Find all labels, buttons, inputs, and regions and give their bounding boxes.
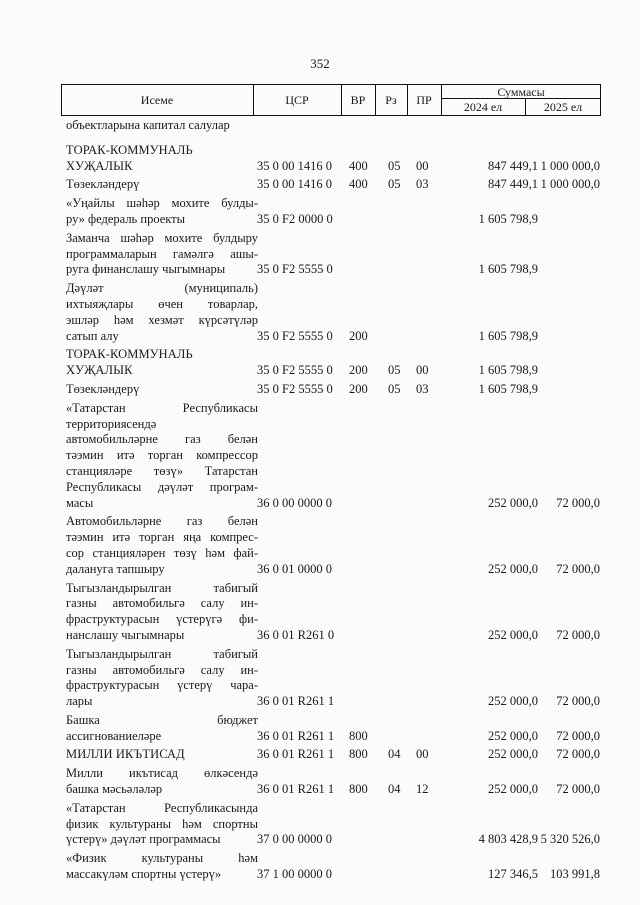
row-name-line: Тыгызландырылган табигый (66, 580, 258, 595)
row-csr: 37 1 00 0000 0 (257, 867, 332, 882)
row-rz: 05 (388, 381, 401, 396)
table-row (66, 118, 606, 134)
table-row (66, 281, 606, 344)
row-name-line: масы (66, 495, 94, 510)
row-name-line: Төзекләндерү (66, 177, 140, 192)
row-sum-2024: 252 000,0 (488, 561, 538, 576)
row-sum-2024: 4 803 428,9 (478, 832, 538, 847)
table-row (66, 713, 606, 745)
table-row (66, 766, 606, 798)
row-name-line: лары (66, 694, 93, 709)
row-name-line: сор станцияләрен төзү һәм фай- (66, 545, 258, 560)
row-vr: 200 (349, 328, 368, 343)
header-2025: 2025 ел (543, 100, 583, 114)
row-csr: 37 0 00 0000 0 (257, 832, 332, 847)
row-name-line: Тыгызландырылган табигый (66, 646, 258, 661)
table-row (66, 347, 606, 379)
budget-rows (66, 118, 606, 883)
row-csr: 36 0 01 R261 0 (257, 627, 335, 642)
table-row (66, 747, 606, 763)
row-sum-2024: 1 605 798,9 (478, 328, 538, 343)
table-row (66, 177, 606, 193)
row-name-line: программаларын гамәлгә ашы- (66, 246, 258, 261)
row-csr: 35 0 F2 5555 0 (257, 363, 333, 378)
row-name-line: ТОРАК-КОММУНАЛЬ (66, 347, 193, 362)
row-name-line: станцияләре төзү» Татарстан (66, 463, 258, 478)
row-name-line: сатып алу (66, 328, 119, 343)
row-rz: 04 (388, 747, 401, 762)
row-sum-2025: 72 000,0 (556, 728, 600, 743)
row-name-line: ассигнованиеләре (66, 728, 162, 743)
table-row (66, 647, 606, 710)
row-name-line: автомобильләрне газ белән (66, 432, 258, 447)
row-rz: 04 (388, 782, 401, 797)
row-name-line: «Татарстан Республикасы (66, 400, 258, 415)
row-csr: 36 0 01 R261 1 (257, 728, 335, 743)
row-rz: 05 (388, 177, 401, 192)
header-pr: ПР (416, 93, 432, 107)
row-name-line: ихтыяҗлары өчен товарлар, (66, 296, 258, 311)
row-sum-2025: 1 000 000,0 (540, 177, 600, 192)
row-name (66, 177, 258, 193)
row-pr: 12 (416, 782, 429, 797)
row-sum-2025: 103 991,8 (550, 867, 600, 882)
row-sum-2024: 252 000,0 (488, 627, 538, 642)
row-vr: 800 (349, 728, 368, 743)
row-sum-2024: 127 346,5 (488, 867, 538, 882)
row-pr: 00 (416, 747, 429, 762)
row-name-line: газны автомобильгә салу ин- (66, 662, 258, 677)
row-name-line: Дәүләт (муниципаль) (66, 281, 258, 296)
row-csr: 35 0 00 1416 0 (257, 158, 332, 173)
header-bottom-border (61, 115, 601, 116)
row-rz: 05 (388, 158, 401, 173)
row-csr: 36 0 00 0000 0 (257, 495, 332, 510)
row-pr: 00 (416, 363, 429, 378)
row-sum-2025: 5 320 526,0 (540, 832, 600, 847)
row-name-line: «Татарстан Республикасында (66, 800, 258, 815)
header-rz: Рз (385, 93, 397, 107)
row-name-line: физик культураны һәм спортны (66, 816, 258, 831)
row-name (66, 647, 258, 710)
row-name-line: фраструктурасын үстерүгә фи- (66, 612, 258, 627)
row-csr: 35 0 F2 0000 0 (257, 211, 333, 226)
table-row (66, 851, 606, 883)
row-name (66, 382, 258, 398)
row-name (66, 281, 258, 344)
row-sum-2024: 1 605 798,9 (478, 262, 538, 277)
table-row (66, 382, 606, 398)
row-name-line: Республикасы дәүләт програм- (66, 479, 258, 494)
row-name (66, 347, 258, 379)
row-csr: 36 0 01 R261 1 (257, 782, 335, 797)
row-sum-2024: 252 000,0 (488, 694, 538, 709)
row-vr: 800 (349, 747, 368, 762)
row-name-line: үстерү» дәүләт программасы (66, 832, 221, 847)
table-header (61, 84, 601, 116)
header-name: Исеме (140, 93, 174, 107)
row-name (66, 766, 258, 798)
row-name-line: фраструктурасын үстерү чара- (66, 678, 258, 693)
row-name-line: Милли икътисад өлкәсендә (66, 766, 258, 781)
table-row (66, 401, 606, 512)
row-csr: 36 0 01 0000 0 (257, 561, 332, 576)
row-name-line: руга финанслашу чыгымнары (66, 262, 226, 277)
row-name-line: газны автомобильгә салу ин- (66, 596, 258, 611)
row-sum-2024: 847 449,1 (488, 177, 538, 192)
table-row (66, 143, 606, 175)
row-name (66, 143, 258, 175)
row-pr: 00 (416, 158, 429, 173)
row-name-line: Заманча шәһәр мохите булдыру (66, 230, 258, 245)
row-vr: 400 (349, 177, 368, 192)
row-name (66, 581, 258, 644)
row-name-line: территориясендә (66, 416, 157, 431)
row-name-line: ХУҖАЛЫК (66, 158, 133, 173)
row-name (66, 196, 258, 228)
row-sum-2025: 72 000,0 (556, 495, 600, 510)
table-row (66, 514, 606, 577)
row-pr: 03 (416, 177, 429, 192)
table-row (66, 231, 606, 278)
header-sums: Суммасы (497, 85, 545, 99)
row-name-line: Автомобильләрне газ белән (66, 514, 258, 529)
row-rz: 05 (388, 363, 401, 378)
row-name-line: башка мәсьәләләр (66, 782, 163, 797)
row-csr: 36 0 01 R261 1 (257, 694, 335, 709)
row-name (66, 118, 258, 134)
row-sum-2025: 72 000,0 (556, 561, 600, 576)
row-name-line: ру» федераль проекты (66, 211, 186, 226)
row-csr: 35 0 00 1416 0 (257, 177, 332, 192)
header-2024: 2024 ел (463, 100, 503, 114)
row-csr: 36 0 01 R261 1 (257, 747, 335, 762)
row-name (66, 514, 258, 577)
row-sum-2024: 252 000,0 (488, 747, 538, 762)
row-csr: 35 0 F2 5555 0 (257, 262, 333, 277)
table-row (66, 196, 606, 228)
row-name-line: эшләр һәм хезмәт күрсәтүләр (66, 312, 258, 327)
row-name-line: «Физик культураны һәм (66, 851, 258, 866)
row-name-line: далануга тапшыру (66, 561, 165, 576)
row-name-line: Төзекләндерү (66, 381, 140, 396)
row-vr: 800 (349, 782, 368, 797)
table-row (66, 581, 606, 644)
row-name-line: нанслашу чыгымнары (66, 627, 185, 642)
row-sum-2024: 847 449,1 (488, 158, 538, 173)
row-name-line: «Уңайлы шәһәр мохите булды- (66, 196, 258, 211)
row-name-line: тәэмин итә торган яңа компрес- (66, 530, 258, 545)
row-pr: 03 (416, 381, 429, 396)
row-sum-2024: 1 605 798,9 (478, 363, 538, 378)
row-sum-2025: 1 000 000,0 (540, 158, 600, 173)
row-name-line: Башка бюджет (66, 712, 258, 727)
row-name (66, 401, 258, 512)
row-name (66, 851, 258, 883)
row-name-line: объектларына капитал салулар (66, 118, 230, 132)
row-name (66, 747, 258, 763)
row-sum-2024: 1 605 798,9 (478, 381, 538, 396)
row-name-line: МИЛЛИ ИКЪТИСАД (66, 747, 185, 762)
row-sum-2024: 252 000,0 (488, 782, 538, 797)
row-vr: 200 (349, 363, 368, 378)
row-name-line: массакүләм спортны үстерү» (66, 867, 222, 882)
row-sum-2024: 1 605 798,9 (478, 211, 538, 226)
row-sum-2024: 252 000,0 (488, 495, 538, 510)
row-sum-2024: 252 000,0 (488, 728, 538, 743)
row-name-line: ХУҖАЛЫК (66, 363, 133, 378)
row-name (66, 801, 258, 848)
table-row (66, 801, 606, 848)
row-name-line: ТОРАК-КОММУНАЛЬ (66, 142, 193, 157)
page-number: 352 (310, 56, 330, 71)
row-vr: 200 (349, 381, 368, 396)
header-vr: ВР (350, 93, 366, 107)
row-csr: 35 0 F2 5555 0 (257, 328, 333, 343)
row-name (66, 231, 258, 278)
row-sum-2025: 72 000,0 (556, 747, 600, 762)
row-name-line: тәэмин итә торган компрессор (66, 448, 258, 463)
row-name (66, 713, 258, 745)
header-csr: ЦСР (285, 93, 309, 107)
row-csr: 35 0 F2 5555 0 (257, 381, 333, 396)
row-vr: 400 (349, 158, 368, 173)
row-sum-2025: 72 000,0 (556, 627, 600, 642)
row-sum-2025: 72 000,0 (556, 694, 600, 709)
row-sum-2025: 72 000,0 (556, 782, 600, 797)
